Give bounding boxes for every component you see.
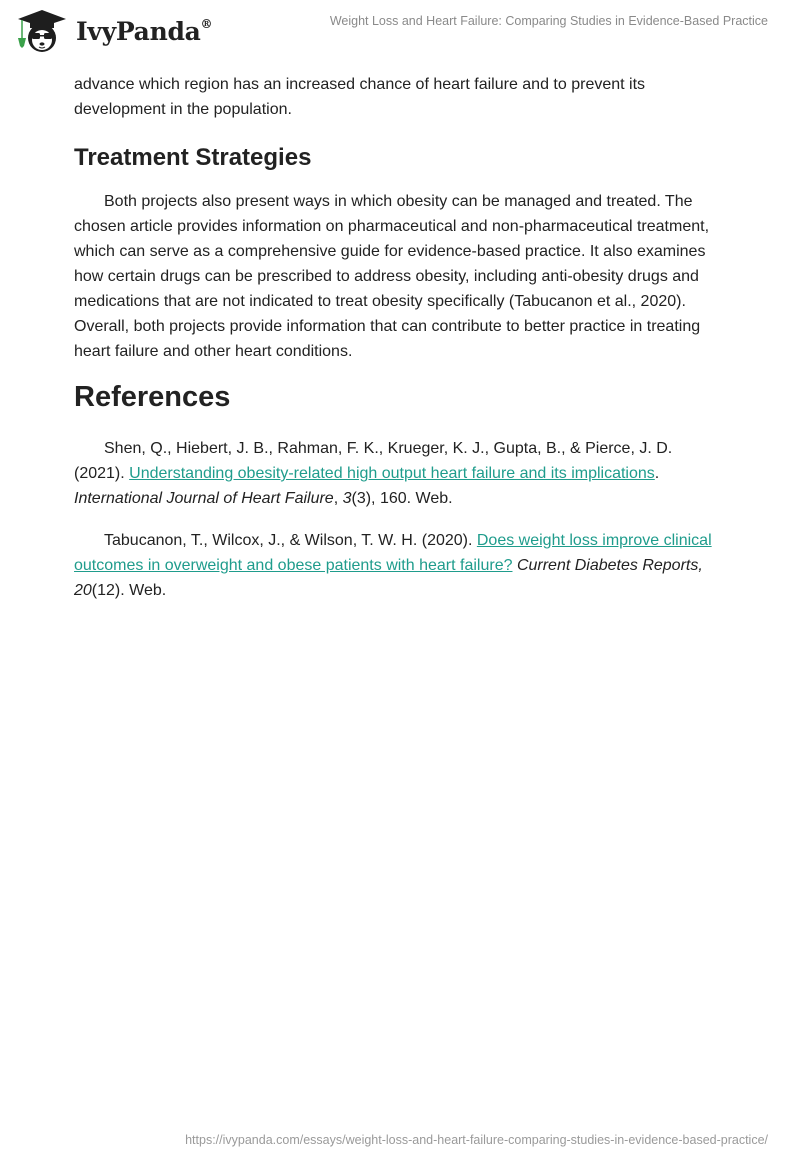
reference-link-tabucanon[interactable]: Does weight loss improve clinical outcomes in overweight and obese patients with heart failure? [74,532,712,574]
section-heading-treatment: Treatment Strategies [74,144,312,171]
essay-content [74,70,722,603]
intro-paragraph: advance which region has an increased chance of heart failure and to prevent its development in the population. [74,76,646,118]
ivypanda-logo[interactable] [16,8,212,54]
reference-item: Shen, Q., Hiebert, J. B., Rahman, F. K., Krueger, K. J., Gupta, B., & Pierce, J. D. (2021). Understanding obesity-related high output heart failure and its implications. International Journal of Heart Failure, 3(3), 160. Web. [74,440,673,507]
source-url[interactable]: https://ivypanda.com/essays/weight-loss-and-heart-failure-comparing-studies-in-evidence-based-practice/ [185,1133,768,1147]
references-heading: References [74,381,231,413]
page-header [0,0,800,60]
document-title: Weight Loss and Heart Failure: Comparing Studies in Evidence-Based Practice [329,14,768,28]
reference-link-shen[interactable]: Understanding obesity-related high output heart failure and its implications [129,465,655,482]
reference-item: Tabucanon, T., Wilcox, J., & Wilson, T. W. H. (2020). Does weight loss improve clinical outcomes in overweight and obese patients with heart failure? Current Diabetes Reports, 20(12). Web. [74,532,712,599]
brand-name: IvyPanda® [76,16,213,46]
treatment-paragraph: Both projects also present ways in which obesity can be managed and treated. The chosen article provides information on pharmaceutical and non-pharmaceutical treatment, which can serve as a comprehensive guide for evidence-based practice. It also examines how certain drugs can be prescribed to address obesity, including anti-obesity drugs and medications that are not indicated to treat obesity specifically (Tabucanon et al., 2020). Overall, both projects provide information that can contribute to better practice in treating heart failure and other heart conditions. [74,193,710,360]
panda-graduate-icon [16,8,68,54]
